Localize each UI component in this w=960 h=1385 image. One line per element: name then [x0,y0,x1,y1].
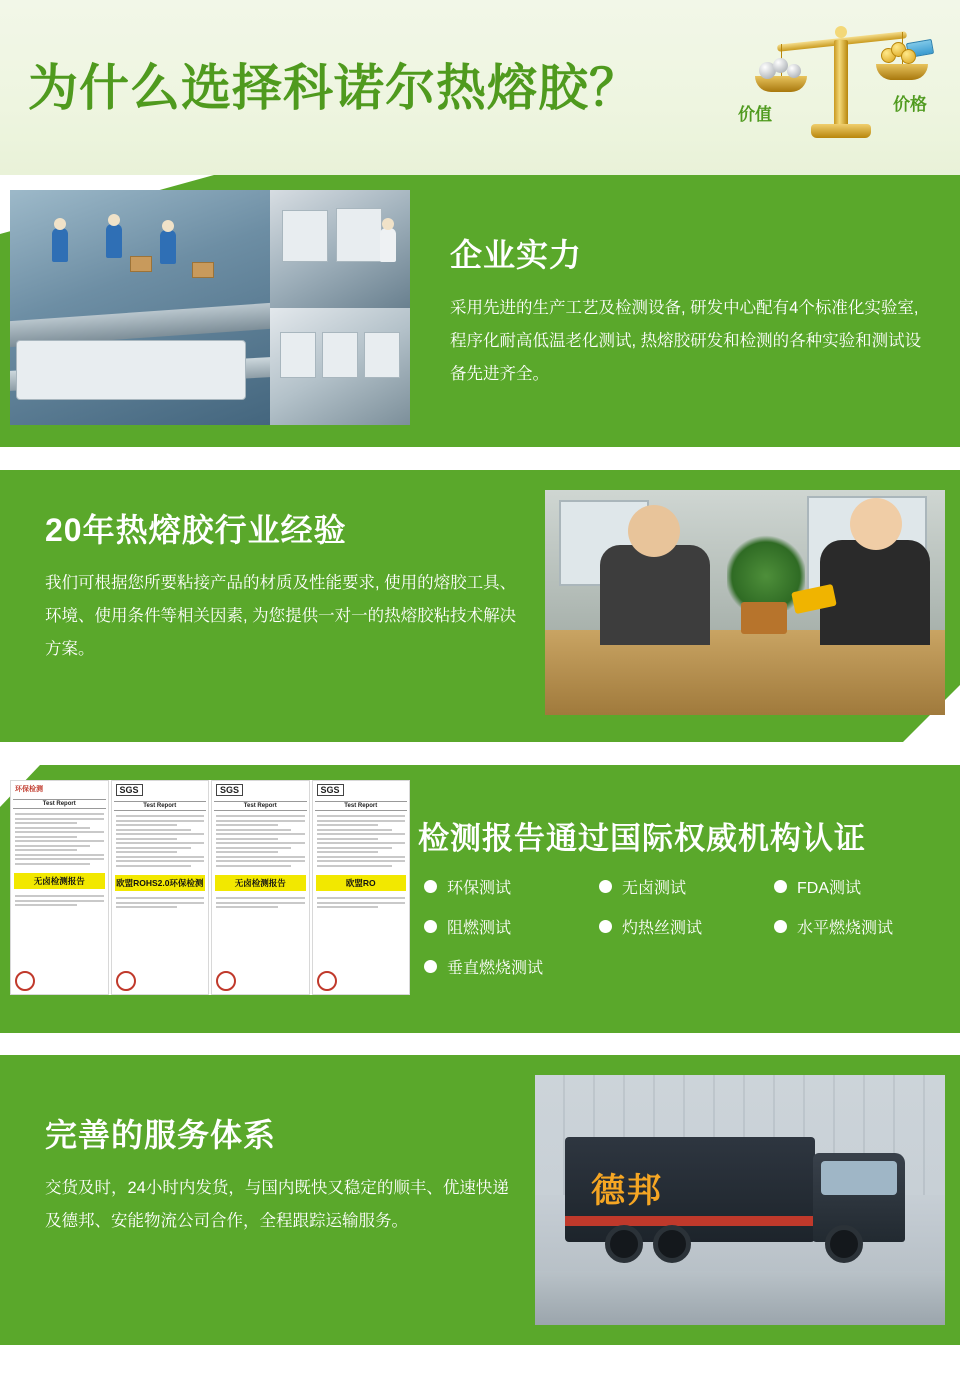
report-stamp-icon [317,971,337,991]
bullet-icon [599,920,612,933]
report-badge: 欧盟ROHS2.0环保检测 [115,875,206,891]
section-3-text-block [418,813,948,858]
report-badge: 欧盟RO [316,875,407,891]
consultation-photo [545,490,945,715]
section-1-text-block [450,230,930,391]
factory-photo-lab-1 [270,190,410,308]
bullet-icon [599,880,612,893]
report-card [111,780,210,995]
report-card [211,780,310,995]
scale-label-value: 价值 [738,105,772,124]
test-label: 环保测试 [447,880,512,897]
bullet-icon [424,920,437,933]
bullet-icon [424,960,437,973]
test-label: 水平燃烧测试 [797,920,894,937]
list-item [424,875,599,898]
report-title: Test Report [13,799,106,809]
test-label: 灼热丝测试 [622,920,703,937]
section-2-title: 20年热熔胶行业经验 [45,512,347,548]
report-logo: SGS [116,784,143,796]
test-list [424,875,960,978]
scale-label-price: 价格 [893,95,927,114]
test-report-images [10,780,410,995]
report-title: Test Report [114,801,207,811]
section-test-reports [0,765,960,1055]
test-label: FDA测试 [797,880,862,897]
factory-photo [10,190,410,425]
scale-pan-right [876,64,928,80]
section-1-body: 采用先进的生产工艺及检测设备, 研发中心配有4个标准化实验室, 程序化耐高低温老化测试, 热熔胶研发和检测的各种实验和测试设备先进齐全。 [450,299,922,383]
truck-trailer [565,1137,815,1242]
report-badge: 无卤检测报告 [215,875,306,891]
list-item [424,915,599,938]
truck-cab [813,1153,905,1242]
factory-photo-production-line [10,190,270,425]
scale-pivot [835,26,847,38]
test-label: 无卤测试 [622,880,687,897]
report-stamp-icon [116,971,136,991]
photo-person-right [820,540,930,645]
list-item [424,955,599,978]
page-header [0,0,960,175]
section-experience [0,470,960,765]
bullet-icon [424,880,437,893]
scale-post [834,40,848,128]
bullet-icon [774,880,787,893]
list-item [599,915,774,938]
report-title: Test Report [214,801,307,811]
section-4-text-block [45,1110,515,1238]
glue-pellets-icon [759,58,805,80]
scale-base [811,124,871,138]
section-4-title: 完善的服务体系 [45,1117,277,1153]
section-3-title: 检测报告通过国际权威机构认证 [418,821,866,856]
section-company-strength [0,175,960,470]
report-stamp-icon [15,971,35,991]
list-item [774,915,960,938]
photo-person-left [600,545,710,645]
report-stamp-icon [216,971,236,991]
test-label: 阻燃测试 [447,920,512,937]
page-title: 为什么选择科诺尔热熔胶？ [28,60,640,116]
money-icon [881,40,927,66]
bullet-icon [774,920,787,933]
section-1-title: 企业实力 [450,237,583,273]
report-logo: SGS [317,784,344,796]
report-badge: 无卤检测报告 [14,873,105,889]
report-logo: SGS [216,784,243,796]
factory-photo-lab-2 [270,308,410,425]
report-title: Test Report [315,801,408,811]
test-label: 垂直燃烧测试 [447,960,544,977]
list-item [599,875,774,898]
report-logo: 环保检测 [15,786,43,793]
report-card [10,780,109,995]
section-4-body: 交货及时，24小时内发货，与国内既快又稳定的顺丰、优速快递及德邦、安能物流公司合作，全程跟踪运输服务。 [45,1179,509,1230]
section-2-text-block [45,505,525,666]
logistics-truck-photo [535,1075,945,1325]
report-card [312,780,411,995]
truck-brand-label: 德邦 [591,1172,663,1210]
list-item [774,875,960,898]
section-2-body: 我们可根据您所要粘接产品的材质及性能要求, 使用的熔胶工具、环境、使用条件等相关因素, 为您提供一对一的热熔胶粘技术解决方案。 [45,574,517,658]
section-service-system [0,1055,960,1385]
